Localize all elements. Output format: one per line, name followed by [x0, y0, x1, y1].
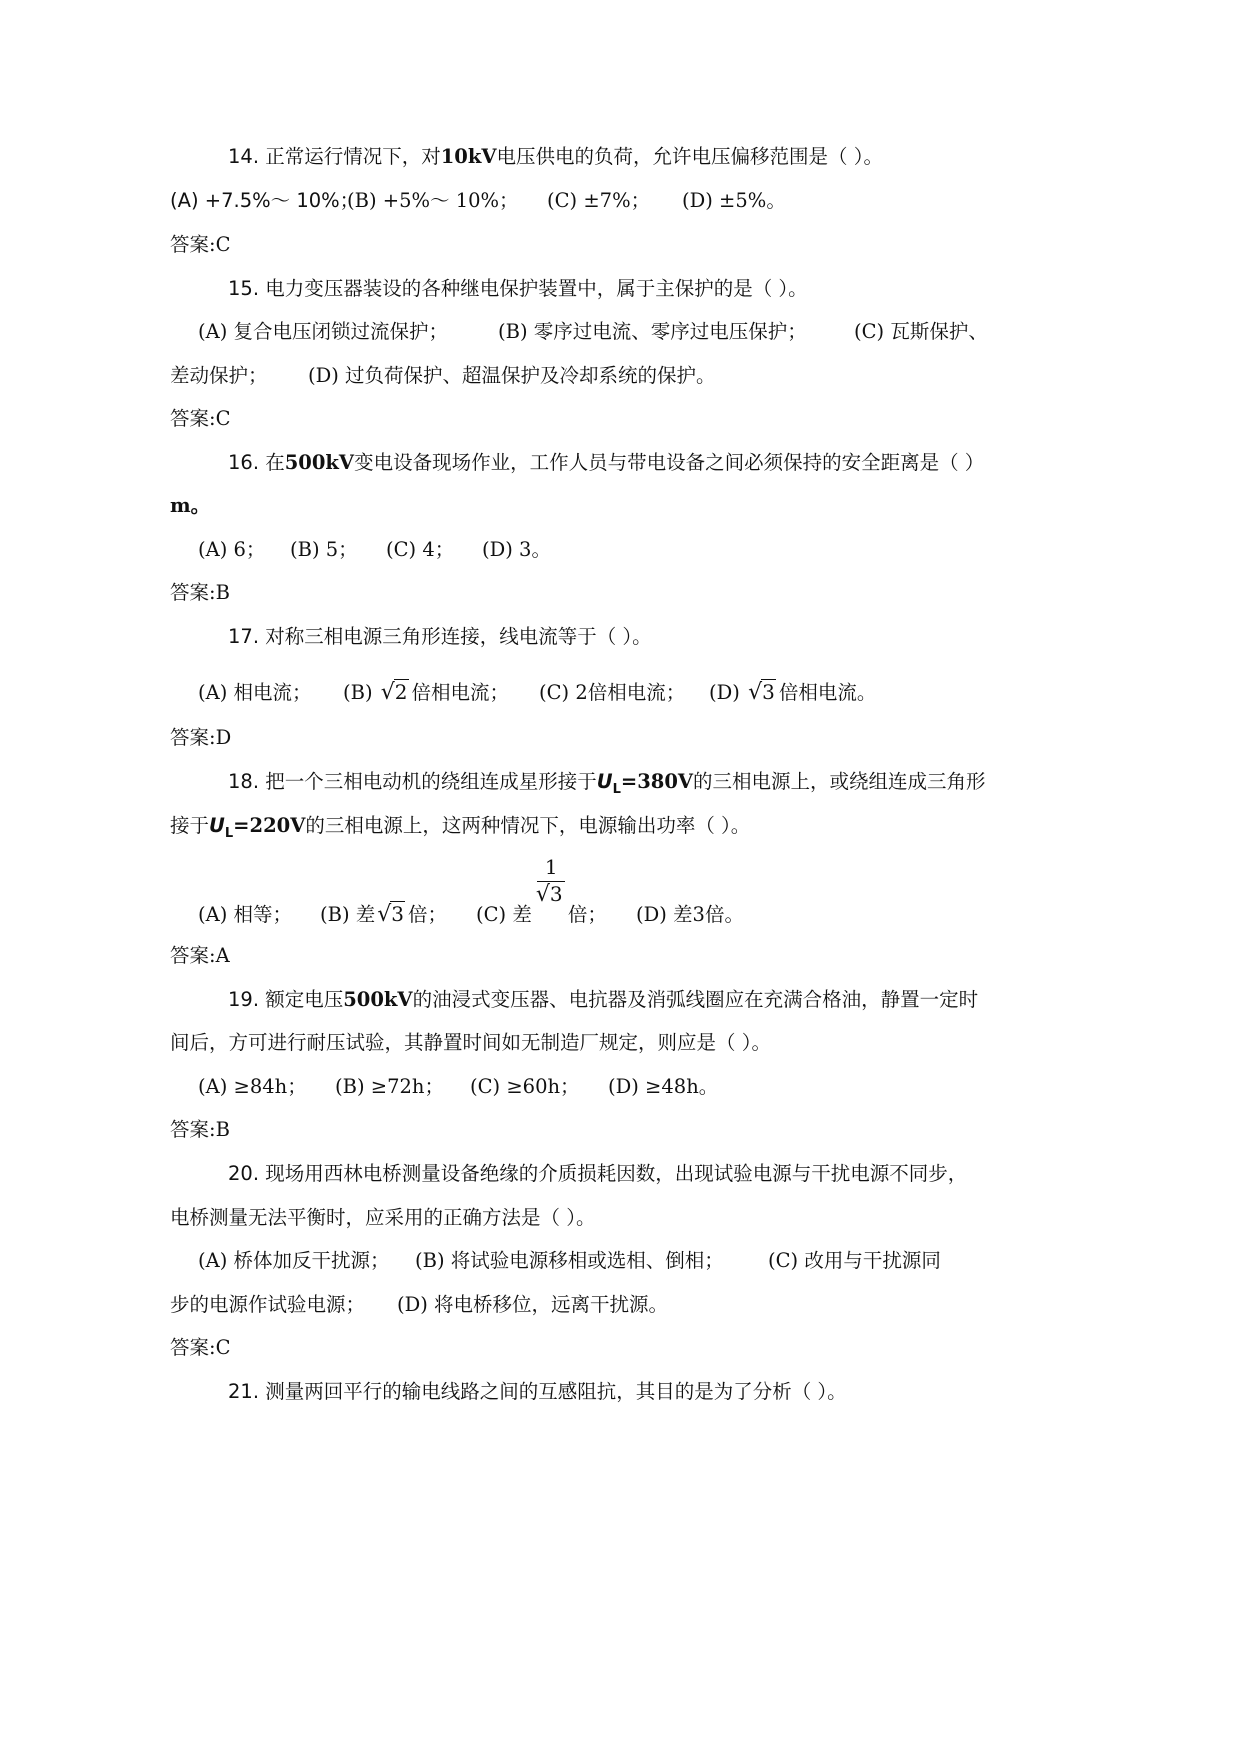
option-a: (A) 相电流； [198, 681, 312, 704]
question-17-stem: 17. 对称三相电源三角形连接，线电流等于（ ）。 [228, 625, 652, 648]
voltage-subscript: L [224, 825, 234, 841]
question-21-stem: 21. 测量两回平行的输电线路之间的互感阻抗，其目的是为了分析（ ）。 [228, 1380, 847, 1403]
option-label: (D) [709, 681, 740, 704]
question-18-stem [228, 770, 986, 802]
sqrt-symbol: √3 [748, 680, 775, 705]
option-c [476, 855, 636, 927]
stem-text: 的三相电源上，或绕组连成三角形 [693, 770, 986, 793]
sqrt-symbol: √3 [377, 902, 405, 927]
option-d: (D) ±5%。 [682, 189, 786, 212]
option-label: (C) 差 [476, 903, 532, 926]
question-15-options-line1 [198, 320, 988, 344]
option-a: (A) 6； [198, 538, 266, 561]
sqrt-symbol: √2 [380, 680, 408, 705]
voltage-symbol: U [596, 770, 613, 793]
question-15-options-line2 [170, 364, 716, 388]
stem-text: 接于 [170, 814, 210, 837]
option-c-cont: 步的电源作试验电源； [170, 1293, 366, 1316]
question-19-options [198, 1075, 718, 1099]
option-a: (A) +7.5%～ 10%； [170, 189, 360, 212]
fraction [535, 855, 564, 921]
stem-bold: 500kV [284, 451, 355, 474]
stem-bold: 10kV [440, 145, 497, 168]
option-b: (B) ≥72h； [335, 1075, 444, 1098]
question-18-options [198, 855, 744, 927]
option-b: (B) 零序过电流、零序过电压保护； [498, 320, 807, 343]
question-16-stem-line2: m。 [170, 494, 211, 517]
stem-bold: =380V [620, 770, 694, 793]
radicand: 2 [394, 680, 408, 704]
stem-text: 电压供电的负荷，允许电压偏移范围是（ ）。 [496, 145, 883, 168]
option-text: 倍相电流。 [778, 681, 877, 704]
stem-text: 19. 额定电压 [228, 988, 344, 1011]
option-label: (B) 差 [320, 903, 376, 926]
option-c-cont: 差动保护； [170, 364, 268, 387]
option-text: 倍相电流； [411, 681, 510, 704]
option-text: 倍； [567, 903, 607, 926]
fraction-denominator [536, 882, 564, 907]
voltage-subscript: L [612, 781, 621, 797]
question-14-answer: 答案:C [170, 233, 231, 256]
question-16-stem [228, 451, 984, 475]
stem-bold: 500kV [343, 988, 413, 1011]
stem-text: 的三相电源上，这两种情况下，电源输出功率（ ）。 [305, 814, 751, 837]
question-19-stem [228, 988, 978, 1012]
question-15-stem: 15. 电力变压器装设的各种继电保护装置中，属于主保护的是（ ）。 [228, 277, 808, 300]
question-17-options [198, 680, 876, 705]
option-c: (C) 瓦斯保护、 [854, 320, 988, 343]
question-16-answer: 答案:B [170, 581, 230, 604]
stem-text: 16. 在 [228, 451, 285, 474]
question-20-options-line2 [170, 1293, 668, 1317]
option-b: (B) 将试验电源移相或选相、倒相； [415, 1249, 724, 1272]
option-d: (D) 将电桥移位，远离干扰源。 [397, 1293, 669, 1316]
option-d [709, 680, 876, 705]
option-c: (C) ±7%； [547, 189, 651, 212]
question-20-stem-line2: 电桥测量无法平衡时，应采用的正确方法是（ ）。 [170, 1206, 596, 1229]
stem-text: 变电设备现场作业，工作人员与带电设备之间必须保持的安全距离是（ ） [354, 451, 985, 474]
option-b: (B) 5； [290, 538, 358, 561]
question-20-stem: 20. 现场用西林电桥测量设备绝缘的介质损耗因数，出现试验电源与干扰电源不同步， [228, 1162, 968, 1185]
option-c: (C) 2倍相电流； [539, 681, 686, 704]
option-d: (D) 差3倍。 [636, 903, 744, 926]
radicand: 3 [391, 902, 405, 926]
option-c: (C) ≥60h； [470, 1075, 580, 1098]
stem-bold: =220V [233, 814, 306, 837]
fraction-numerator: 1 [544, 855, 558, 879]
radicand: 3 [549, 882, 563, 906]
question-19-answer: 答案:B [170, 1118, 230, 1141]
question-20-options-line1 [198, 1249, 941, 1273]
option-c: (C) 4； [386, 538, 455, 561]
option-a: (A) 桥体加反干扰源； [198, 1249, 390, 1272]
option-b: (B) +5%～ 10%； [347, 189, 519, 212]
option-d: (D) 3。 [482, 538, 551, 561]
option-d: (D) 过负荷保护、超温保护及冷却系统的保护。 [308, 364, 716, 387]
sqrt-symbol: √3 [535, 882, 563, 907]
question-17-answer: 答案:D [170, 726, 232, 749]
voltage-symbol: U [209, 814, 225, 837]
question-19-stem-line2: 间后，方可进行耐压试验，其静置时间如无制造厂规定，则应是（ ）。 [170, 1031, 771, 1054]
question-20-answer: 答案:C [170, 1336, 231, 1359]
option-b [343, 680, 539, 705]
question-15-answer: 答案:C [170, 407, 231, 430]
question-14-options [170, 189, 786, 213]
option-c: (C) 改用与干扰源同 [768, 1249, 941, 1272]
question-16-options [198, 538, 551, 562]
option-b [320, 902, 476, 927]
question-14-stem [228, 145, 883, 169]
option-label: (B) [343, 681, 373, 704]
option-a: (A) 相等； [198, 903, 292, 926]
question-18-answer: 答案:A [170, 944, 230, 967]
option-a: (A) ≥84h； [198, 1075, 307, 1098]
option-text: 倍； [408, 903, 448, 926]
stem-text: 14. 正常运行情况下，对 [228, 145, 441, 168]
option-d: (D) ≥48h。 [608, 1075, 719, 1098]
radicand: 3 [762, 680, 775, 704]
option-a: (A) 复合电压闭锁过流保护； [198, 320, 448, 343]
stem-text: 的油浸式变压器、电抗器及消弧线圈应在充满合格油，静置一定时 [412, 988, 979, 1011]
question-18-stem-line2 [170, 814, 750, 846]
stem-text: 18. 把一个三相电动机的绕组连成星形接于 [228, 770, 597, 793]
